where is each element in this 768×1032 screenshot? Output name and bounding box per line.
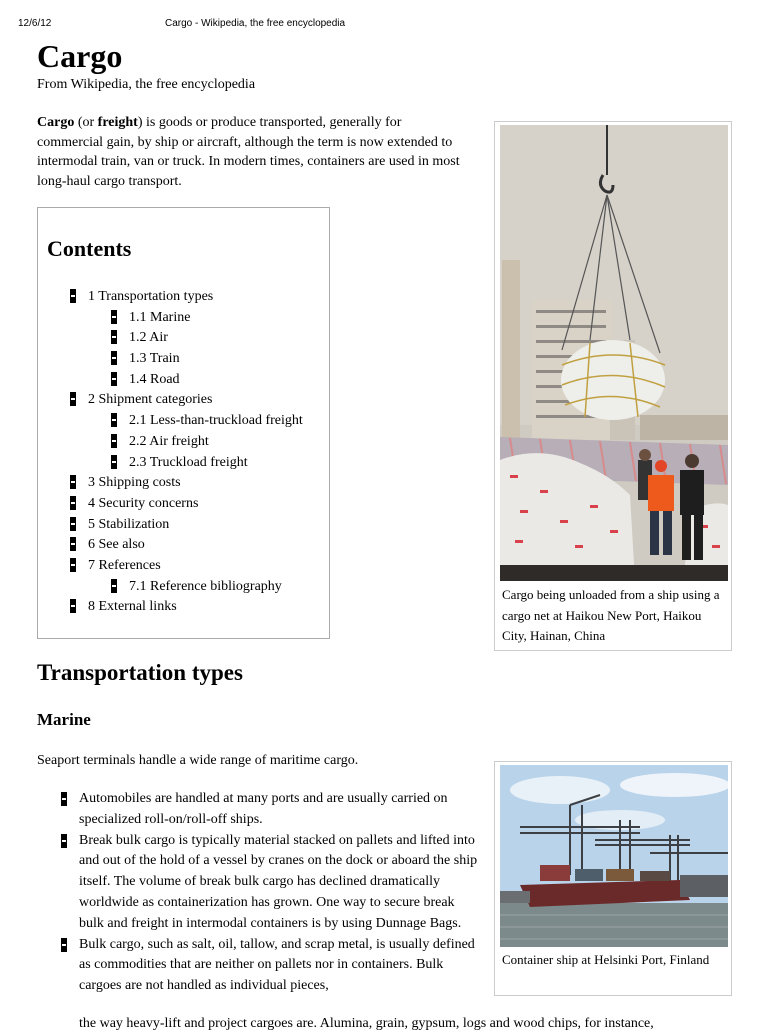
list-bullet-icon	[70, 475, 76, 489]
toc-link-label[interactable]: 4 Security concerns	[88, 495, 199, 511]
toc-link-label[interactable]: 7 References	[88, 557, 161, 573]
toc-link-label[interactable]: 6 See also	[88, 537, 145, 553]
toc-link-item[interactable]	[38, 453, 329, 474]
print-page-title: Cargo - Wikipedia, the free encyclopedia	[165, 18, 346, 29]
list-bullet-icon	[70, 537, 76, 551]
toc-link-item[interactable]	[38, 473, 329, 494]
list-bullet-icon	[70, 289, 76, 303]
list-bullet-icon	[70, 558, 76, 572]
toc-link-item[interactable]	[38, 390, 329, 411]
list-bullet-icon	[70, 392, 76, 406]
list-bullet-icon	[111, 372, 117, 386]
toc-link-label[interactable]: 1.2 Air	[129, 330, 168, 346]
toc-link-item[interactable]	[38, 411, 329, 432]
table-of-contents	[37, 207, 330, 639]
intro-term-freight: freight	[97, 115, 138, 130]
toc-link-item[interactable]	[38, 432, 329, 453]
list-bullet-icon	[70, 496, 76, 510]
toc-list	[38, 287, 329, 618]
toc-link-label[interactable]: 2.2 Air freight	[129, 433, 209, 449]
toc-link-label[interactable]: 1.1 Marine	[129, 309, 191, 325]
subsection-heading-marine: Marine	[37, 710, 91, 729]
site-tagline: From Wikipedia, the free encyclopedia	[37, 77, 256, 92]
toc-link-item[interactable]	[38, 597, 329, 618]
list-item	[0, 789, 479, 831]
list-bullet-icon	[61, 834, 67, 848]
list-bullet-icon	[111, 579, 117, 593]
list-bullet-icon	[70, 517, 76, 531]
toc-link-label[interactable]: 2 Shipment categories	[88, 392, 213, 408]
marine-cargo-list	[0, 789, 479, 997]
list-item-text: Automobiles are handled at many ports and are usually carried on specialized roll-on/roll-off ships.	[79, 791, 448, 827]
toc-link-label[interactable]: 2.1 Less-than-truckload freight	[129, 413, 303, 429]
intro-text-2: ) is goods or produce transported, generally for commercial gain, by ship or aircraft, although the term is now extended to intermodal train, van or truck. In modern times, containers are used in most long-haul cargo transport.	[37, 115, 460, 189]
figure-cargo-unloading	[494, 121, 732, 651]
list-item-text: Break bulk cargo is typically material stacked on pallets and lifted into and out of the hold of a vessel by cranes on the dock or aboard the ship itself. The volume of break bulk cargo has declined dramatically worldwide as containerization has grown. One way to secure break bulk and freight in intermodal containers is by using Dunnage Bags.	[79, 832, 478, 931]
list-bullet-icon	[111, 455, 117, 469]
toc-link-item[interactable]	[38, 515, 329, 536]
toc-link-label[interactable]: 7.1 Reference bibliography	[129, 578, 282, 594]
print-date: 12/6/12	[18, 18, 52, 29]
toc-link-item[interactable]	[38, 556, 329, 577]
list-item	[0, 935, 479, 997]
print-header	[0, 18, 768, 32]
toc-title: Contents	[47, 236, 132, 261]
intro-text-1: (or	[74, 115, 98, 130]
list-bullet-icon	[61, 938, 67, 952]
list-bullet-icon	[111, 413, 117, 427]
figure-caption-container-ship: Container ship at Helsinki Port, Finland	[502, 952, 710, 967]
intro-paragraph	[37, 113, 462, 191]
toc-link-item[interactable]	[38, 308, 329, 329]
toc-link-label[interactable]: 1.4 Road	[129, 371, 180, 387]
toc-link-label[interactable]: 2.3 Truckload freight	[129, 454, 248, 470]
toc-link-item[interactable]	[38, 349, 329, 370]
list-bullet-icon	[111, 310, 117, 324]
section-heading-transportation: Transportation types	[37, 660, 243, 685]
list-bullet-icon	[111, 330, 117, 344]
toc-link-item[interactable]	[38, 494, 329, 515]
list-bullet-icon	[70, 599, 76, 613]
marine-intro-text: Seaport terminals handle a wide range of maritime cargo.	[37, 753, 359, 768]
toc-link-label[interactable]: 5 Stabilization	[88, 516, 170, 532]
toc-link-item[interactable]	[38, 370, 329, 391]
toc-link-item[interactable]	[38, 577, 329, 598]
list-item	[0, 831, 479, 935]
intro-term-cargo: Cargo	[37, 115, 75, 130]
figure-caption-cargo: Cargo being unloaded from a ship using a cargo net at Haikou New Port, Haikou City, Hainan, China	[502, 587, 720, 643]
toc-link-item[interactable]	[38, 328, 329, 349]
list-bullet-icon	[111, 434, 117, 448]
toc-link-label[interactable]: 1 Transportation types	[88, 289, 214, 304]
toc-link-item[interactable]	[38, 535, 329, 556]
cargo-unloading-photo	[500, 125, 728, 581]
toc-link-label[interactable]: 8 External links	[88, 599, 177, 615]
continued-paragraph-text: the way heavy-lift and project cargoes are. Alumina, grain, gypsum, logs and wood chips, for instance,	[79, 1016, 654, 1031]
figure-container-ship	[494, 761, 732, 996]
list-bullet-icon	[111, 351, 117, 365]
toc-link-label[interactable]: 1.3 Train	[129, 351, 180, 367]
toc-link-item[interactable]	[38, 287, 329, 308]
list-bullet-icon	[61, 792, 67, 806]
page-title: Cargo	[37, 38, 123, 74]
container-ship-photo	[500, 765, 728, 947]
list-item-text: Bulk cargo, such as salt, oil, tallow, and scrap metal, is usually defined as commodities that are neither on pallets nor in containers. Bulk cargoes are not handled as individual pieces,	[79, 936, 475, 994]
toc-link-label[interactable]: 3 Shipping costs	[88, 475, 181, 491]
